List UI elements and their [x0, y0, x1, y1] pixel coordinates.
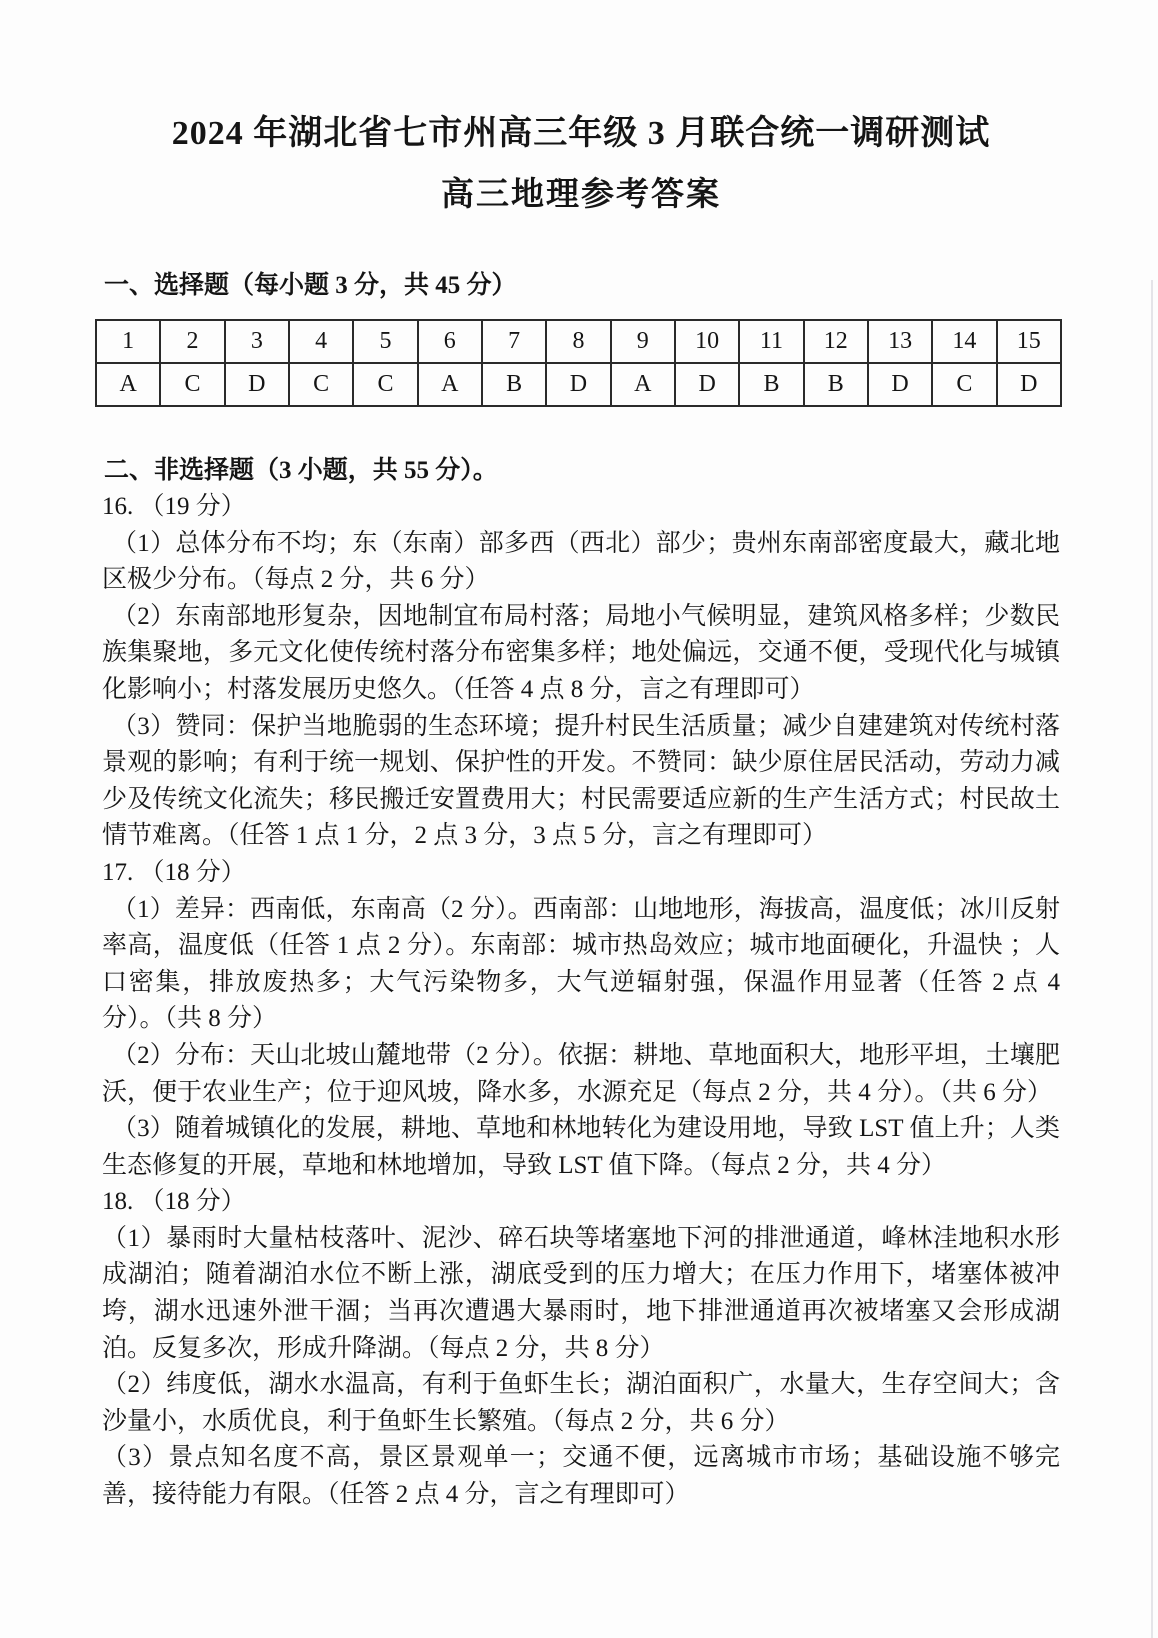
question-number-cell: 3 [225, 320, 289, 363]
question-17-block [102, 855, 1060, 1184]
question-17-answer-2: （2）分布：天山北坡山麓地带（2 分）。依据：耕地、草地面积大，地形平坦，土壤肥沃，便于农业生产；位于迎风坡，降水多，水源充足（每点 2 分，共 4 分）。（共 6 分） [102, 1041, 1060, 1106]
answer-letter-cell: B [804, 363, 868, 406]
answer-letter-cell: C [932, 363, 996, 406]
answer-letter-cell: D [868, 363, 932, 406]
question-number-cell: 1 [96, 320, 160, 363]
question-number-cell: 5 [353, 320, 417, 363]
question-number-cell: 15 [997, 320, 1061, 363]
question-number-cell: 4 [289, 320, 353, 363]
answer-letter-cell: D [546, 363, 610, 406]
question-18-answer-2: （2）纬度低，湖水水温高，有利于鱼虾生长；湖泊面积广，水量大，生存空间大；含沙量小，水质优良，利于鱼虾生长繁殖。（每点 2 分，共 6 分） [102, 1371, 1060, 1435]
question-number-cell: 11 [739, 320, 803, 363]
question-number-cell: 7 [482, 320, 546, 363]
question-number-row [96, 320, 1061, 363]
question-17-answer-1: （1）差异：西南低，东南高（2 分）。西南部：山地地形，海拔高，温度低；冰川反射率高，温度低（任答 1 点 2 分）。东南部：城市热岛效应；城市地面硬化，升温快 ；人口密集，排放废热多；大气污染物多，大气逆辐射强，保温作用显著（任答 2 点 4 分）。（共 8 分） [102, 895, 1060, 1033]
document-title: 2024 年湖北省七市州高三年级 3 月联合统一调研测试 [171, 115, 991, 152]
question-18-label: 18. （18 分） [102, 1188, 246, 1216]
question-17-label: 17. （18 分） [102, 858, 246, 886]
answer-letter-cell: B [739, 363, 803, 406]
question-16-answer-2: （2）东南部地形复杂，因地制宜布局村落；局地小气候明显，建筑风格多样；少数民族集聚地，多元文化使传统村落分布密集多样；地处偏远，交通不便，受现代化与城镇化影响小；村落发展历史悠久。（任答 4 点 8 分，言之有理即可） [102, 602, 1060, 703]
answer-letter-cell: D [225, 363, 289, 406]
question-number-cell: 10 [675, 320, 739, 363]
question-17-answer-3: （3）随着城镇化的发展，耕地、草地和林地转化为建设用地，导致 LST 值上升；人类生态修复的开展，草地和林地增加，导致 LST 值下降。（每点 2 分，共 4 分） [102, 1115, 1060, 1179]
question-16-answer-3: （3）赞同：保护当地脆弱的生态环境；提升村民生活质量；减少自建建筑对传统村落景观的影响；有利于统一规划、保护性的开发。不赞同：缺少原住居民活动，劳动力减少及传统文化流失；移民搬迁安置费用大；村民需要适应新的生产生活方式；村民故土情节难离。（任答 1 点 1 分，2 点 3 分，3 点 5 分，言之有理即可） [102, 712, 1060, 850]
question-18-block [102, 1184, 1060, 1513]
question-16-block [102, 489, 1060, 855]
section-1-heading: 一、选择题（每小题 3 分，共 45 分） [104, 272, 517, 299]
question-16-label: 16. （19 分） [102, 493, 246, 520]
document-subtitle: 高三地理参考答案 [441, 177, 721, 213]
answer-letter-cell: A [418, 363, 482, 406]
multiple-choice-answer-table [95, 319, 1062, 407]
answer-letter-cell: A [611, 363, 675, 406]
answer-letter-cell: A [96, 363, 160, 406]
question-18-answer-3: （3）景点知名度不高，景区景观单一；交通不便，远离城市市场；基础设施不够完善，接待能力有限。（任答 2 点 4 分，言之有理即可） [102, 1444, 1060, 1509]
answer-letter-cell: D [997, 363, 1061, 406]
answer-letter-cell: C [353, 363, 417, 406]
question-16-answer-1: （1）总体分布不均；东（东南）部多西（西北）部少；贵州东南部密度最大，藏北地区极少分布。（每点 2 分，共 6 分） [102, 529, 1060, 594]
question-18-answer-1: （1）暴雨时大量枯枝落叶、泥沙、碎石块等堵塞地下河的排泄通道，峰林洼地积水形成湖泊；随着湖泊水位不断上涨，湖底受到的压力增大；在压力作用下，堵塞体被冲垮，湖水迅速外泄干涸；当再次遭遇大暴雨时，地下排泄通道再次被堵塞又会形成湖泊。反复多次，形成升降湖。（每点 2 分，共 8 分） [102, 1224, 1060, 1362]
answer-letter-cell: C [289, 363, 353, 406]
scan-edge-artifact [1151, 280, 1153, 1638]
question-number-cell: 2 [160, 320, 224, 363]
answer-letter-cell: C [160, 363, 224, 406]
section-2-heading: 二、非选择题（3 小题，共 55 分）。 [104, 457, 498, 484]
answer-letter-row [96, 363, 1061, 406]
question-number-cell: 8 [546, 320, 610, 363]
answer-letter-cell: B [482, 363, 546, 406]
answer-letter-cell: D [675, 363, 739, 406]
question-number-cell: 9 [611, 320, 675, 363]
question-number-cell: 13 [868, 320, 932, 363]
question-number-cell: 14 [932, 320, 996, 363]
question-number-cell: 12 [804, 320, 868, 363]
question-number-cell: 6 [418, 320, 482, 363]
